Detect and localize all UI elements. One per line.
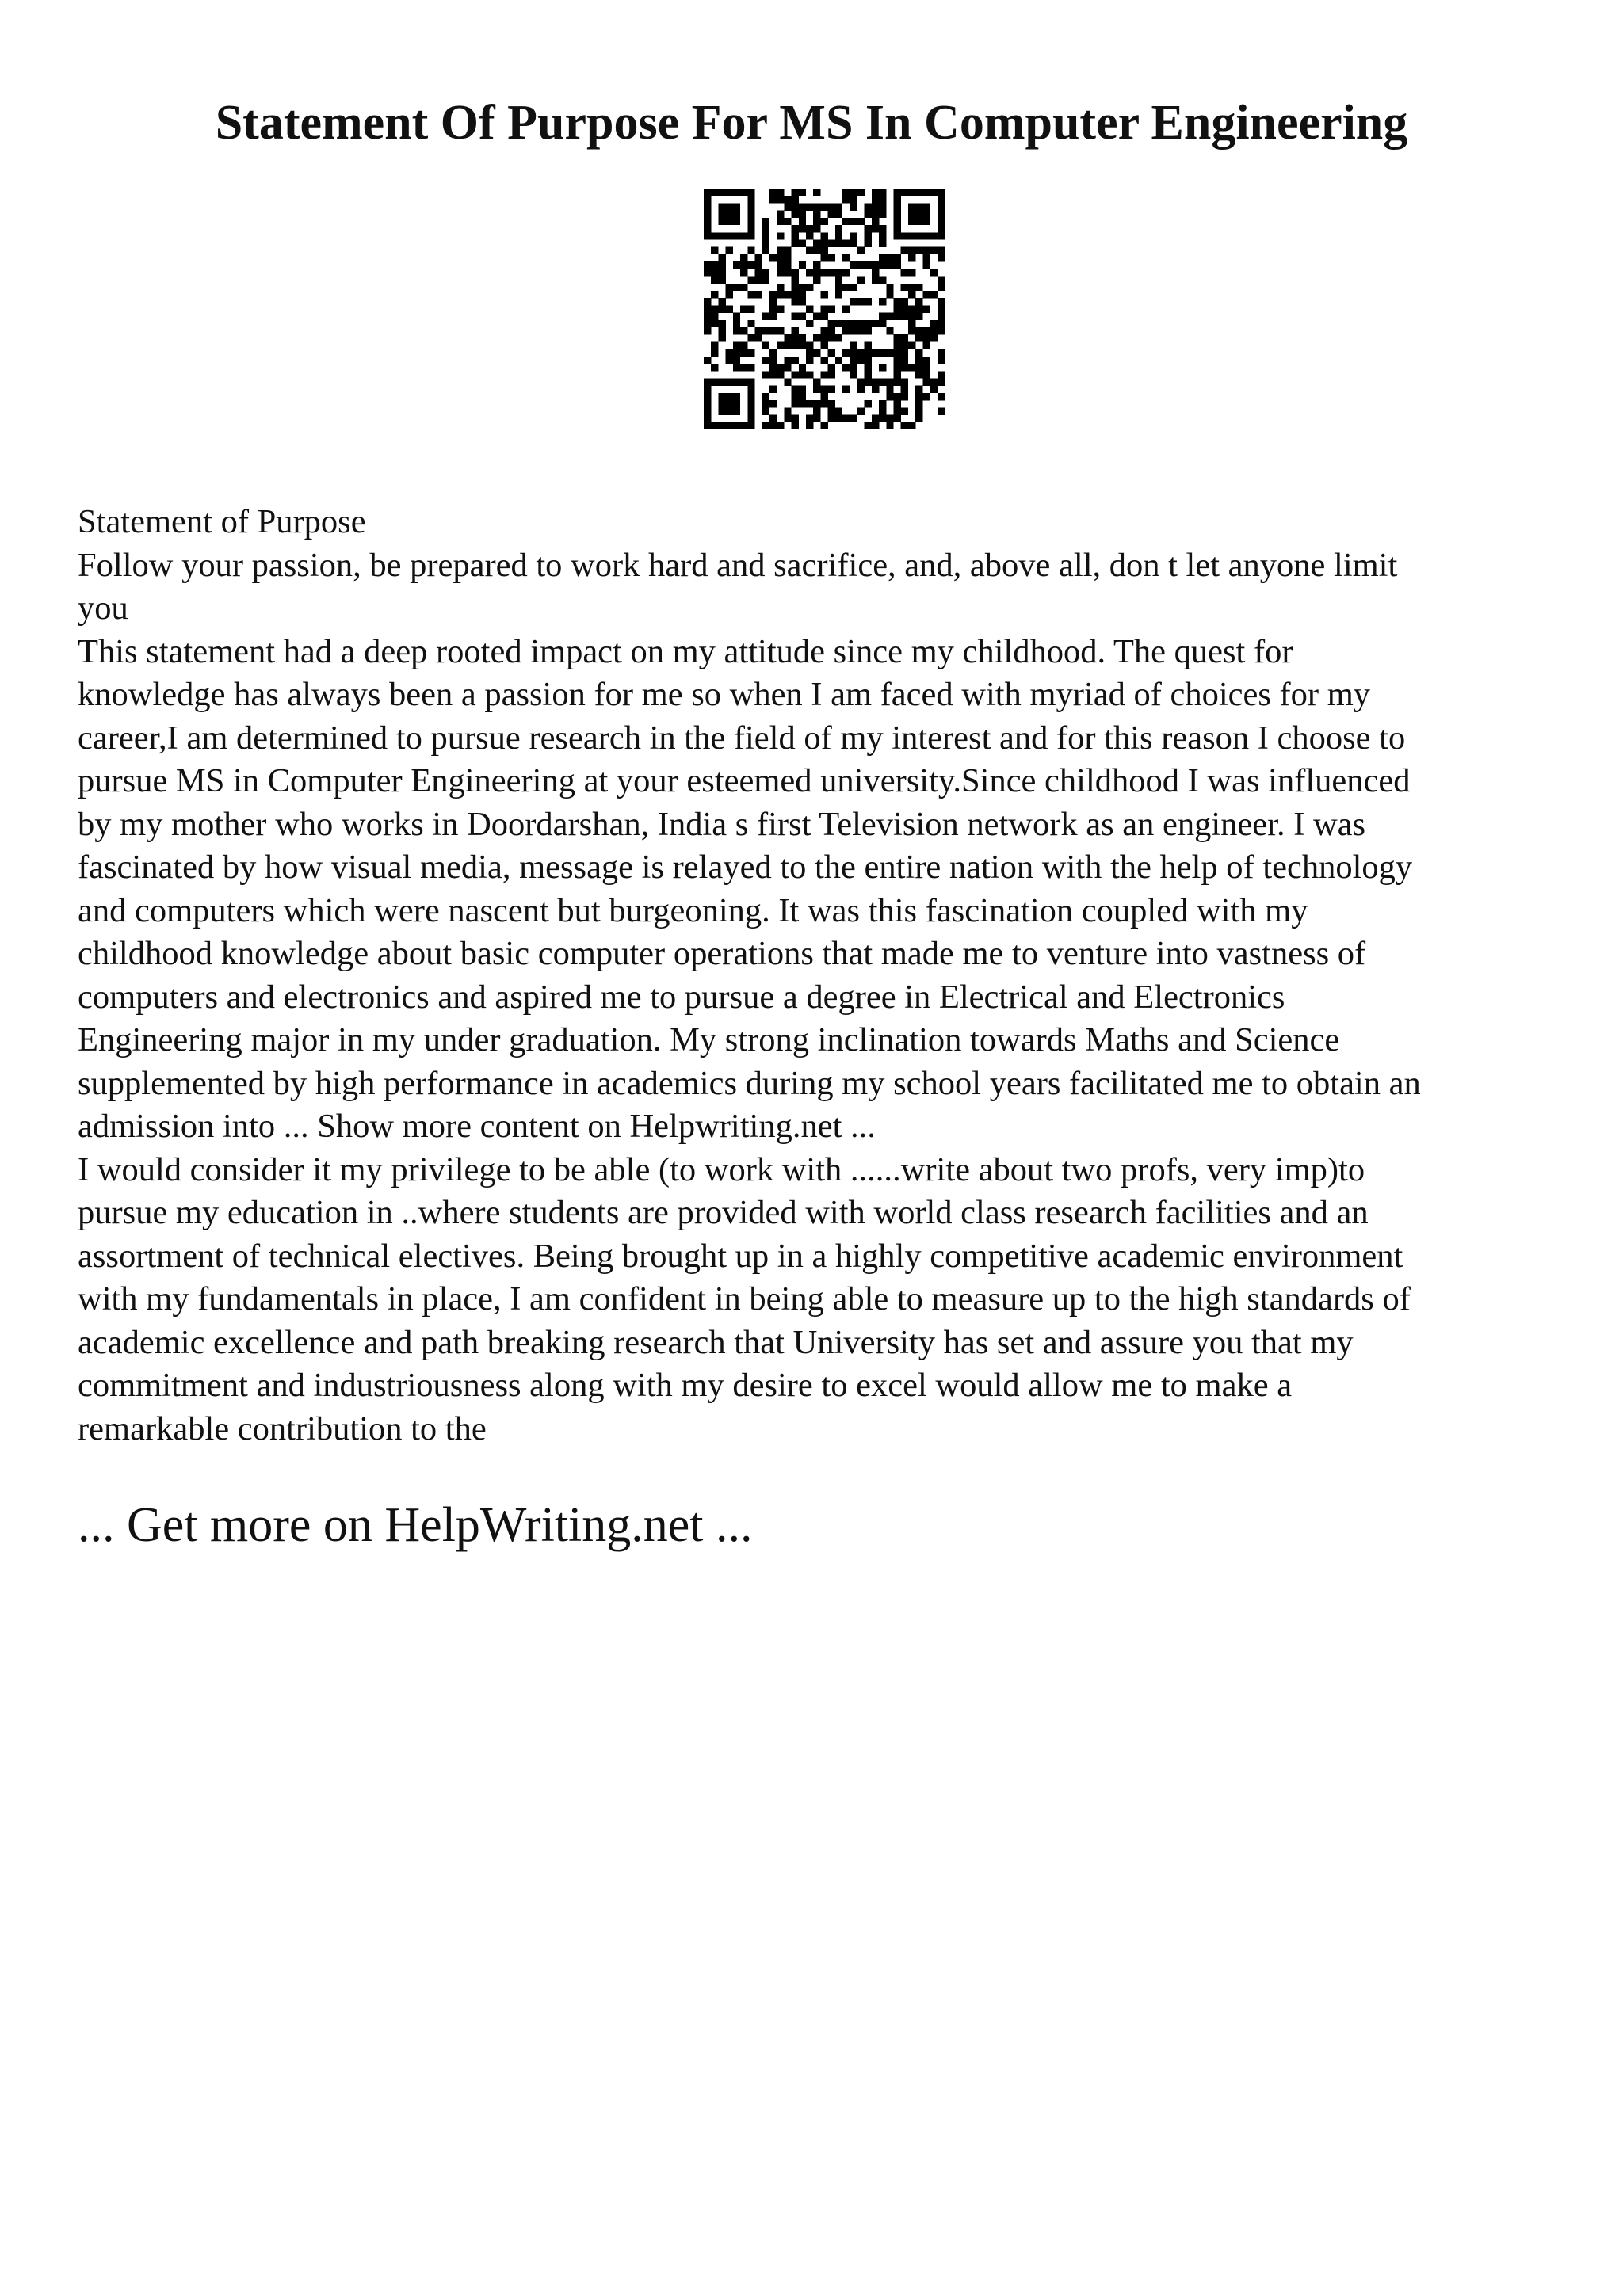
get-more-link[interactable]: ... Get more on HelpWriting.net ...	[78, 1498, 753, 1552]
document-body	[78, 501, 1568, 1451]
opening-quote: Follow your passion, be prepared to work hard and sacrifice, and, above all, don t let anyone limit you	[78, 546, 1398, 627]
paragraph-1: This statement had a deep rooted impact on my attitude since my childhood. The quest for knowledge has always been a passion for me so when I am faced with myriad of choices for my career,I am determined to pursue research in the field of my interest and for this reason I choose to pursue MS in Computer Engineering at your esteemed university.Since childhood I was influenced by my mother who works in Doordarshan, India s first Television network as an engineer. I was fascinated by how visual media, message is relayed to the entire nation with the help of technology and computers which were nascent but burgeoning. It was this fascination coupled with my childhood knowledge about basic computer operations that made me to venture into vastness of computers and electronics and aspired me to pursue a degree in Electrical and Electronics Engineering major in my under graduation. My strong inclination towards Maths and Science supplemented by high performance in academics during my school years facilitated me to obtain an admission into ... Show more content on Helpwriting.net ...	[78, 632, 1421, 1145]
qr-code-icon	[704, 189, 945, 429]
section-heading: Statement of Purpose	[78, 503, 366, 540]
qr-code-graphic	[704, 189, 945, 429]
page-title: Statement Of Purpose For MS In Computer Engineering	[215, 96, 1408, 150]
paragraph-2: I would consider it my privilege to be able (to work with ......write about two profs, very imp)to pursue my education in ..where students are provided with world class research facilities and an assortment of technical electives. Being brought up in a highly competitive academic environment with my fundamentals in place, I am confident in being able to measure up to the high standards of academic excellence and path breaking research that University has set and assure you that my commitment and industriousness along with my desire to excel would allow me to make a remarkable contribution to the	[78, 1150, 1411, 1447]
